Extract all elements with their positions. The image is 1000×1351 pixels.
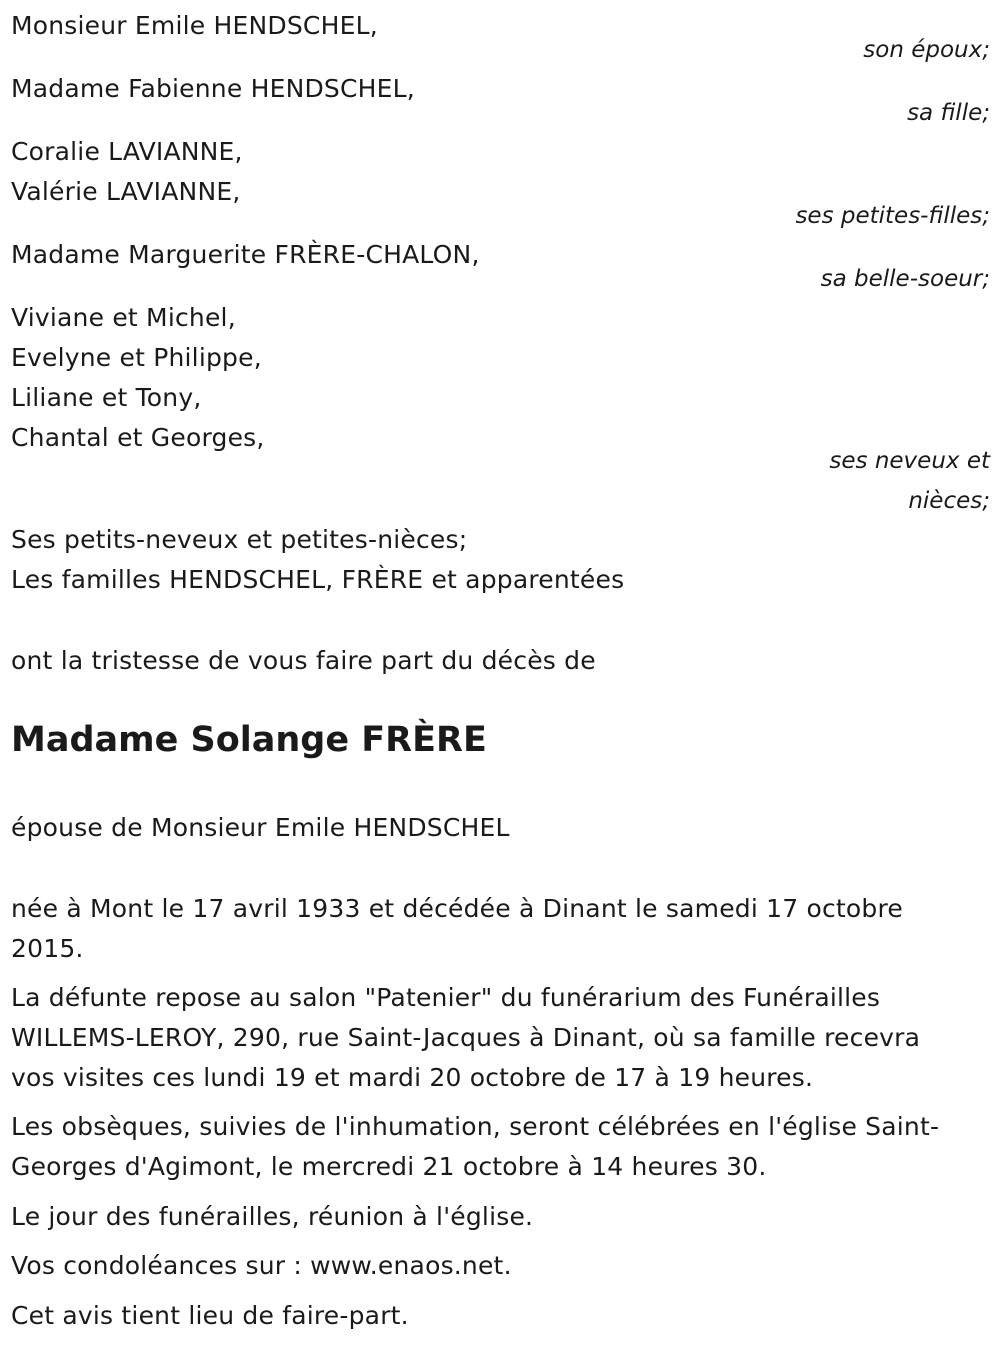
family-member-nephew-niece-2: Evelyne et Philippe, bbox=[11, 343, 262, 372]
visitation-details: La défunte repose au salon "Patenier" du funérarium des Funérailles WILLEMS-LEROY, 290, rue Saint-Jacques à Dinant, où sa famille recevra vos visites ces lundi 19 et mardi 20 octobre de 17 à 19 heures. bbox=[11, 983, 921, 1092]
family-member-granddaughter-2: Valérie LAVIANNE, bbox=[11, 177, 241, 206]
family-grand-nephews-nieces: Ses petits-neveux et petites-nièces; bbox=[11, 525, 468, 554]
family-member-daughter: Madame Fabienne HENDSCHEL, bbox=[11, 74, 415, 103]
notice-details: Cet avis tient lieu de faire-part. bbox=[11, 1301, 409, 1330]
family-related-families: Les familles HENDSCHEL, FRÈRE et apparentées bbox=[11, 565, 625, 594]
family-member-nephew-niece-3: Liliane et Tony, bbox=[11, 383, 202, 412]
deceased-name: Madame Solange FRÈRE bbox=[11, 720, 487, 760]
family-member-granddaughter-1: Coralie LAVIANNE, bbox=[11, 137, 243, 166]
funeral-details: Les obsèques, suivies de l'inhumation, seront célébrées en l'église Saint-Georges d'Agimont, le mercredi 21 octobre à 14 heures 30. bbox=[11, 1112, 940, 1181]
family-member-sister-in-law: Madame Marguerite FRÈRE-CHALON, bbox=[11, 240, 480, 269]
relation-spouse: son époux; bbox=[863, 37, 990, 63]
meeting-details: Le jour des funérailles, réunion à l'église. bbox=[11, 1202, 534, 1231]
relation-nephews-nieces-line1: ses neveux et bbox=[829, 448, 990, 474]
family-member-nephew-niece-4: Chantal et Georges, bbox=[11, 423, 265, 452]
deceased-spouse: épouse de Monsieur Emile HENDSCHEL bbox=[11, 813, 510, 842]
relation-nephews-nieces-line2: nièces; bbox=[908, 488, 990, 514]
relation-sister-in-law: sa belle-soeur; bbox=[820, 266, 990, 292]
relation-granddaughters: ses petites-filles; bbox=[795, 203, 990, 229]
birth-death-details: née à Mont le 17 avril 1933 et décédée à Dinant le samedi 17 octobre 2015. bbox=[11, 894, 904, 963]
condolences-details: Vos condoléances sur : www.enaos.net. bbox=[11, 1251, 512, 1280]
family-member-nephew-niece-1: Viviane et Michel, bbox=[11, 303, 236, 332]
relation-daughter: sa fille; bbox=[907, 100, 990, 126]
family-member-spouse: Monsieur Emile HENDSCHEL, bbox=[11, 11, 378, 40]
announcement-text: ont la tristesse de vous faire part du décès de bbox=[11, 646, 596, 675]
